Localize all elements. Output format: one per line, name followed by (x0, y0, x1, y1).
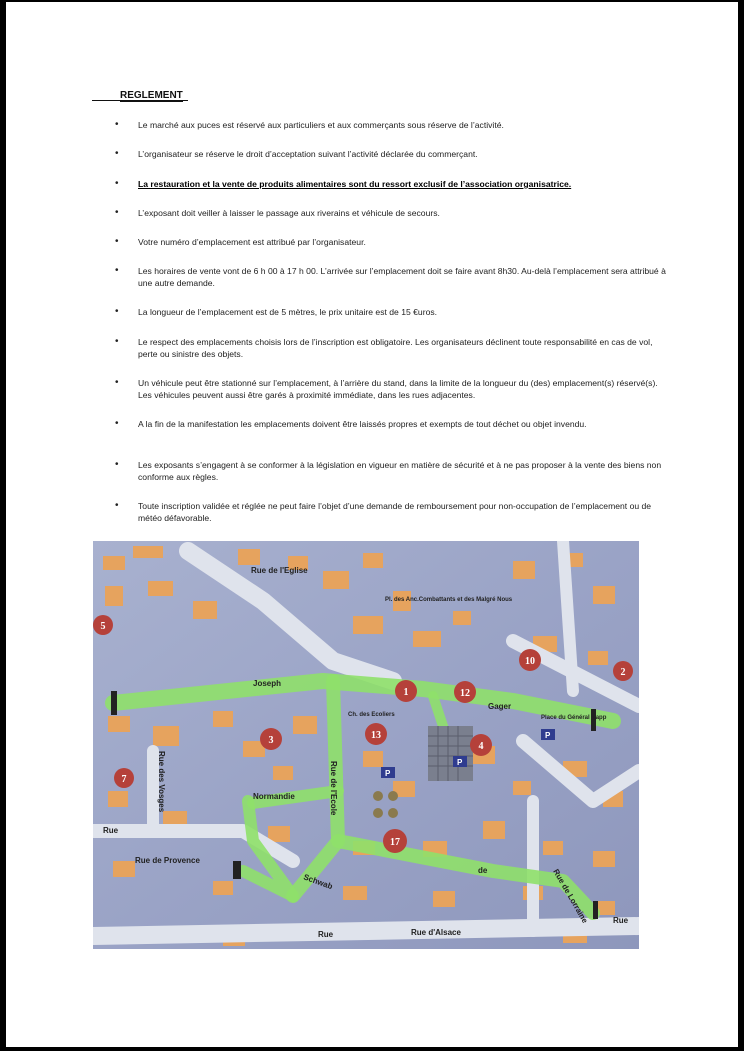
label-rue: Rue (318, 930, 334, 939)
label-normandie: Normandie (253, 792, 295, 801)
document-page: REGLEMENT • Le marché aux puces est réservé aux particuliers et aux commerçants sous réserve de l’activité. • L’organisateur se réserve le droit d’acceptation suivant l’activité déclarée du commerçant. • La restauration et la vente de produits alimentaires sont du ressort exclusif de l’association organisatrice. • L’exposant doit veiller à laisser le passage aux riverains et véhicule de secours. • Votre numéro d’emplacement est attribué par l’organisateur. • Les horaires de vente vont de 6 h 00 à 17 h 00. L’arrivée sur l’emplacement doit se faire avant 8h30. Au-delà l’emplacement sera attribué à une autre demande. • La longueur de l’emplacement est de 5 mètres, le prix unitaire est de 15 €uros. • Le respect des emplacements choisis lors de l’inscription est obligatoire. Les organisateurs déclinent toute responsabilité en cas de vol, perte ou sinistre des objets. • Un véhicule peut être stationné sur l’emplacement, à l’arrière du stand, dans la limite de la longueur du (des) emplacement(s) réservé(s). Les véhicules peuvent aussi être garés à proximité immédiate, dans les rues adjacentes. • A la fin de la manifestation les emplacements doivent être laissés propres et exempts de tout déchet ou objet invendu. • Les exposants s’engagent à se conformer à la législation en vigueur en matière de sécurité et à ne pas proposer à la vente des biens non conforme aux règles. • Toute inscription validée et réglée ne peut faire l’objet d’une demande de remboursement pour non-occupation de l’emplacement ou de météo défavorable. 5 10 2 1 12 3 13 4 7 17 P P P Rue de l'Eglise Pl. des Anc.Combattants et des Malgré Nous Joseph Ch. des Ecoliers Normandie Rue de l'Ecole Rue des Vosges Rue de Provence Rue de Lorraine Rue d'Alsace Schwab Gager Place du Général Rapp Rue Rue Rue de (6, 2, 738, 1047)
marker-label: 1 (403, 687, 409, 698)
bullet-icon: • (115, 500, 119, 511)
bullet-icon: • (115, 119, 119, 130)
marker-label: 17 (390, 837, 400, 848)
marker-label: 10 (525, 656, 535, 667)
label-rue-ecole: Rue de l'Ecole (329, 761, 338, 816)
marker-label: 2 (620, 667, 626, 678)
label-schwab: Schwab (302, 872, 334, 892)
label-chemin-ecoliers: Ch. des Ecoliers (348, 712, 395, 718)
label-rue-lorraine: Rue de Lorraine (551, 867, 590, 925)
bullet-icon: • (115, 459, 119, 470)
label-rue-vosges: Rue des Vosges (157, 751, 166, 813)
marker-label: 4 (478, 741, 484, 752)
bullet-icon: • (115, 148, 119, 159)
label-gager: Gager (488, 702, 512, 711)
bullet-icon: • (115, 207, 119, 218)
marker-label: 13 (371, 730, 381, 741)
bullet-icon: • (115, 265, 119, 276)
label-rue-provence: Rue de Provence (135, 856, 200, 865)
bullet-icon: • (115, 178, 119, 189)
title-text: REGLEMENT (120, 90, 183, 101)
bullet-icon: • (115, 418, 119, 429)
label-joseph: Joseph (253, 679, 282, 688)
bullet-icon: • (115, 306, 119, 317)
site-map (93, 541, 639, 949)
label-place-anciens-combattants: Pl. des Anc.Combattants et des Malgré Nous (385, 597, 513, 603)
page-title (92, 90, 188, 101)
marker-label: 3 (268, 735, 274, 746)
svg-text:P: P (457, 758, 463, 767)
bullet-icon: • (115, 236, 119, 247)
school-grounds (428, 726, 473, 781)
label-rue-alsace: Rue d'Alsace (411, 928, 461, 937)
label-rue: Rue (613, 916, 629, 925)
label-de: de (478, 866, 488, 875)
svg-text:P: P (545, 731, 551, 740)
marker-label: 5 (100, 621, 106, 632)
marker-label: 12 (460, 688, 470, 699)
marker-label: 7 (121, 774, 127, 785)
bullet-icon: • (115, 377, 119, 388)
label-place-rapp: Place du Général Rapp (541, 715, 607, 721)
bullet-icon: • (115, 336, 119, 347)
label-rue: Rue (103, 826, 119, 835)
label-rue-eglise: Rue de l'Eglise (251, 566, 308, 575)
svg-text:P: P (385, 769, 391, 778)
